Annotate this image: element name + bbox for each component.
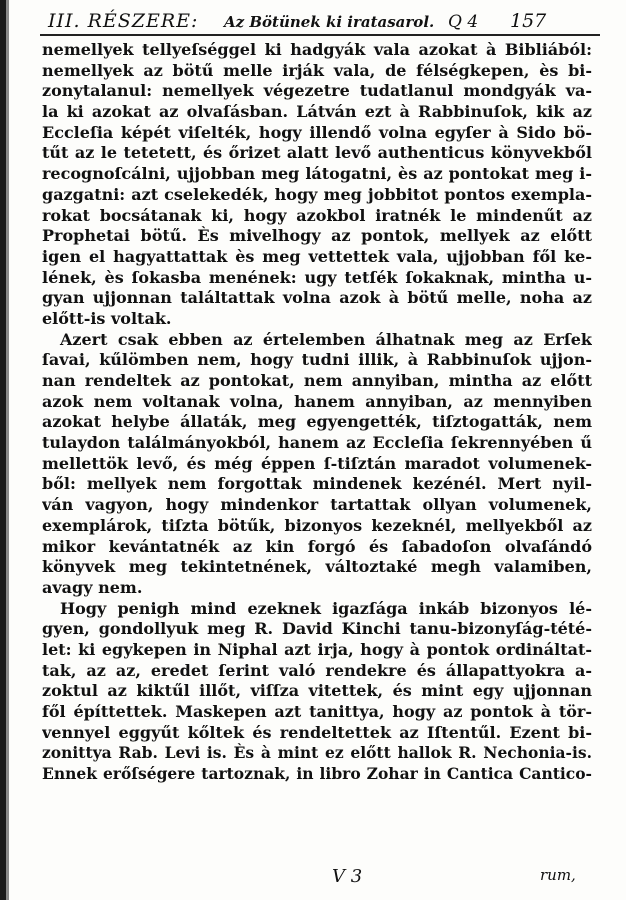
- text-line: zonittya Rab. Levi is. Ès à mint ez előtt hallok R. Nechonia-is.: [42, 743, 592, 763]
- text-line: Prophetai bötű. Ès mivelhogy az pontok, mellyek az előtt: [42, 226, 592, 246]
- text-line: zoktul az kiktűl illőt, viſſza vitettek, és mint egy ujjonnan: [42, 681, 592, 701]
- text-line: azokat helybe állaták, meg egyengették, tiſztogatták, nem: [42, 412, 592, 432]
- text-line: tulaydon találmányokból, hanem az Eccleſia ſekrennyében ű: [42, 433, 592, 453]
- catchword: rum,: [540, 866, 576, 884]
- text-line: let: ki egykepen in Niphal azt irja, hogy à pontok ordináltat-: [42, 639, 592, 659]
- header-rule: [40, 34, 600, 36]
- text-line: tűt az le tetetett, és őrizet alatt levő authenticus könyvekből: [42, 143, 592, 163]
- text-line: nan rendeltek az pontokat, nem annyiban, mintha az előtt: [42, 371, 592, 390]
- page-binding-shadow: [6, 0, 9, 900]
- text-line: exemplárok, tiſzta bötűk, bizonyos kezeknél, mellyekből az: [42, 515, 592, 535]
- text-line: vennyel eggyűt kőltek és rendeltettek az Iſtentűl. Ezent bi-: [42, 722, 592, 742]
- text-line: nemellyek az bötű melle irják vala, de félségkepen, ès bi-: [42, 60, 592, 80]
- text-line: ből: mellyek nem forgottak mindenek kezénél. Mert nyil-: [42, 474, 592, 494]
- text-line: Hogy penigh mind ezeknek igazſága inkáb bizonyos lé-: [60, 598, 592, 618]
- text-line: rokat bocsátanak ki, hogy azokbol iratnék le mindenűt az: [42, 205, 592, 225]
- text-line: gyen, gondollyuk meg R. David Kinchi tanu-bizonyſág-tété-: [42, 619, 592, 639]
- text-line: tak, az az, eredet ſerint való rendekre és állapattyokra a-: [42, 660, 592, 680]
- text-line: gazgatni: azt cselekedék, hogy meg jobbitot pontos exempla-: [42, 184, 592, 204]
- text-line: lének, ès ſokasba menének: ugy tetſék ſokaknak, mintha u-: [42, 267, 592, 287]
- text-line: Azert csak ebben az értelemben álhatnak meg az Erſek: [60, 329, 592, 349]
- text-line: recognoſcálni, ujjobban meg látogatni, ès az pontokat meg i-: [42, 164, 592, 184]
- text-line: mikor kevántatnék az kin forgó és ſabadoſon olvaſándó: [42, 536, 592, 556]
- text-line: azok nem voltanak volna, hanem annyiban, az mennyiben: [42, 391, 592, 411]
- text-line: avagy nem.: [42, 577, 143, 597]
- text-line: Eccleſia képét viſelték, hogy illendő volna egyſer à Sido bö-: [42, 122, 592, 142]
- text-line: la ki azokat az olvaſásban. Látván ezt à Rabbinuſok, kik az: [42, 102, 592, 122]
- text-line: előtt-is voltak.: [42, 308, 172, 328]
- text-line: ſavai, kűlömben nem, hogy tudni illik, à Rabbinuſok ujjon-: [42, 350, 592, 370]
- header-subtitle: Az Bötünek ki iratasarol.: [224, 13, 435, 31]
- main-text: [42, 40, 592, 785]
- header-signature-mark: Q 4: [448, 12, 479, 32]
- running-header: [40, 6, 600, 36]
- signature-mark: V 3: [332, 866, 363, 887]
- text-line: ván vagyon, hogy mindenkor tartattak ollyan volumenek,: [42, 495, 592, 515]
- text-line: mellettök levő, és még éppen ſ-tiſztán maradot volumenek-: [42, 453, 592, 473]
- text-line: fől építtettek. Maskepen azt tanittya, hogy az pontok à tör-: [42, 702, 592, 721]
- text-line: nemellyek tellyeſséggel ki hadgyák vala azokat à Bibliából:: [42, 40, 592, 59]
- text-line: gyan ujjonnan találtattak volna azok à bötű melle, noha az: [42, 288, 592, 308]
- text-line: igen el hagyattattak ès meg vettettek vala, ujjobban fől ke-: [42, 246, 592, 266]
- text-line: Ennek erőſségere tartoznak, in libro Zohar in Cantica Cantico-: [42, 764, 592, 784]
- text-line: zonytalanul: nemellyek végezetre tudatlanul mondgyák va-: [42, 81, 592, 101]
- text-line: könyvek meg tekintetnének, változtaké megh valamiben,: [42, 557, 592, 577]
- header-title: III. RÉSZERE:: [48, 10, 199, 32]
- page-number: 157: [510, 10, 547, 32]
